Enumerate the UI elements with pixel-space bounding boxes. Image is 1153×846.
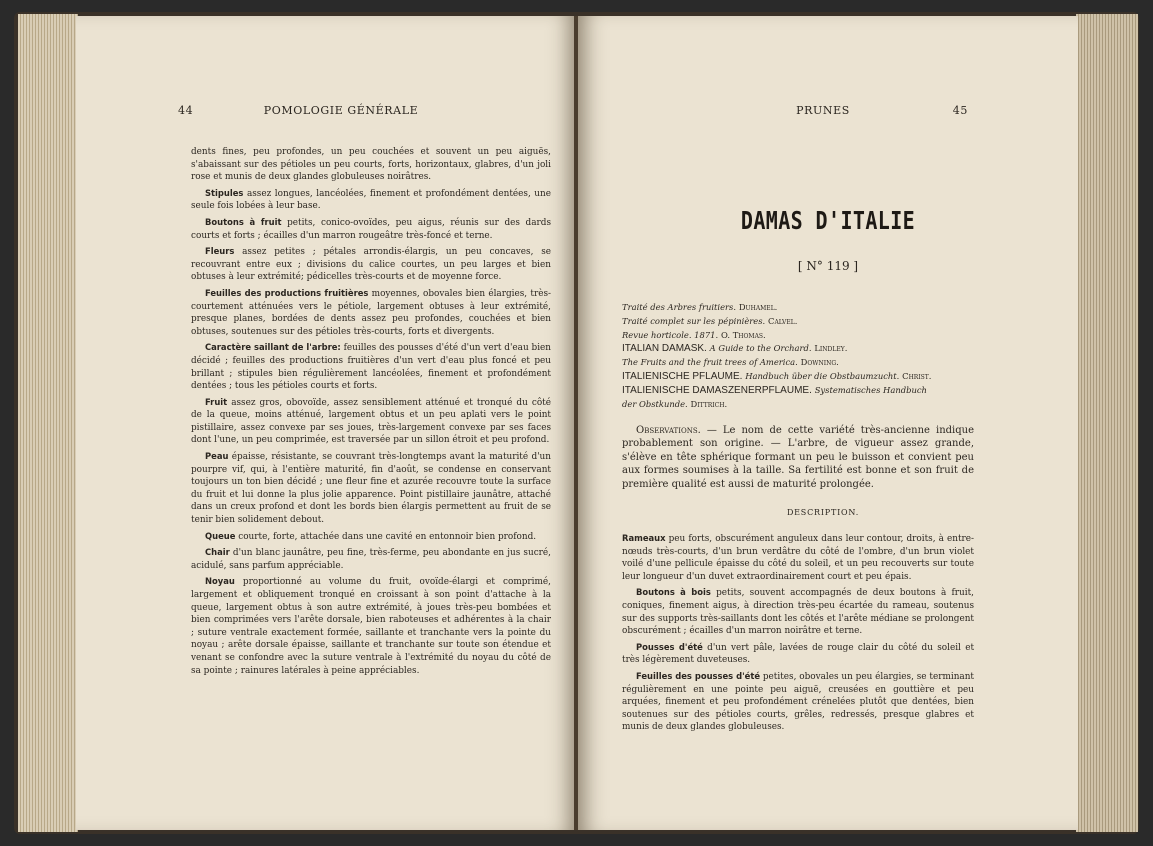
reference-author: Dittrich. [690,398,728,409]
left-page [76,16,576,830]
paragraph [622,532,974,583]
reference-author: Lindley. [814,343,848,354]
paragraph-text: petits, conico-ovoïdes, peu aigus, réunis sur des dards courts et forts ; écailles d'un marron rougeâtre très-foncé et terne. [191,217,551,241]
paragraph-text: d'un blanc jaunâtre, peu fine, très-ferme, peu abondante en jus sucré, acidulé, sans parfum appréciable. [191,548,551,571]
paragraph-text: moyennes, obovales bien élargies, très-courtement atténuées vers le pétiole, largement obtuses à leur extrémité, presque planes, bordées de dents assez peu profondes, couchées et bien obtuses, soutenues sur des pétioles très-courts, forts et divergents. [191,288,551,337]
variety-number: [ N° 119 ] [797,259,859,273]
reference-title: Traité complet sur les pépinières. [622,315,766,326]
paragraph-text: peu forts, obscurément anguleux dans leur contour, droits, à entre-nœuds très-courts, d'un brun verdâtre du côté de l'ombre, d'un brun violet voilé d'une pellicule épaisse du côté du soleil, et un peu recouverts sur toute leur longueur d'un duvet extraordinairement court et peu épais. [622,534,974,582]
right-running-title: PRUNES [796,104,850,117]
paragraph-text: courte, forte, attachée dans une cavité en entonnoir bien profond. [235,531,537,542]
reference-title: Traité des Arbres fruitiers. [622,302,736,312]
reference-line [622,356,992,370]
paragraph-text: proportionné au volume du fruit, ovoïde-élargi et comprimé, largement et obliquement tronqué en croissant à son point d'attache à la queue, largement obtus à son autre extrémité, à joues très-peu bombées et bien comprimées vers l'arête dorsale, bien raboteuses et adhérentes à la chair ; suture ventrale exactement formée, saillante et tranchante vers la pointe du noyau ; arête dorsale épaisse, saillante et tranchante sur toute son étendue et venant se confondre avec la suture ventrale à l'extrémité du noyau du côté de sa pointe ; rainures latérales à peine appréciables. [191,577,551,676]
paragraph-text: assez petites ; pétales arrondis-élargis, un peu concaves, se recouvrant entre eux ; divisions du calice courtes, un peu larges et bien obtuses à leur extrémité; pédicelles très-courts et de moyenne force. [191,247,551,283]
paragraph-label: Fleurs [205,246,235,257]
paragraph-label: Rameaux [622,533,666,543]
paragraph-text: assez longues, lancéolées, finement et profondément dentées, une seule fois lobées à leur base. [191,188,551,212]
paragraph-label: Stipules [205,187,244,198]
paragraph-label: Fruit [205,396,228,407]
observations-text: Le nom de cette variété très-ancienne indique probablement son origine. — L'arbre, de vigueur assez grande, s'élève en tête sphérique formant un peu le buisson et convient peu aux formes soumises à la taille. Sa fertilité est bonne et son fruit de première qualité est aussi de maturité prolongée. [622,425,974,490]
paragraph [191,575,551,677]
paragraph [622,586,974,637]
paragraph-label: Pousses d'été [636,641,703,652]
reference-author: O. Thomas. [721,329,766,340]
paragraph-text: épaisse, résistante, se couvrant très-longtemps avant la maturité d'un pourpre vif, qui, à l'entière maturité, fin d'août, se condense en conservant toujours un ton bien décidé ; une fleur fine et azurée recouvre toute la surface du fruit et lui donne la plus jolie apparence. Point pistillaire jaunâtre, attaché dans un creux profond et dont les bords bien élargis permettent au fruit de se tenir bien solidement debout. [191,452,551,526]
paragraph-label: Feuilles des productions fruitières [205,287,369,298]
paragraph [622,670,974,734]
paragraph-label: Chair [205,547,230,558]
right-page-body [622,532,974,737]
variety-title: DAMAS D'ITALIE [740,206,916,235]
reference-line [622,384,992,398]
paragraph-text: assez gros, obovoïde, assez sensiblement atténué et tronqué du côté de la queue, moins atténué, largement obtus et un peu aplati vers le point pistillaire, assez convexe par ses joues, très-largement convexe par ses faces dont l'une, un peu comprimée, est traversée par un sillon étroit et peu profond. [191,397,551,446]
page-edges-right [1076,14,1138,832]
paragraph [191,216,551,242]
left-running-title: POMOLOGIE GÉNÉRALE [263,104,419,117]
reference-title: der Obstkunde. [622,398,688,409]
reference-name: ITALIENISCHE PFLAUME. [622,370,743,382]
right-page [578,16,1078,830]
paragraph-text: dents fines, peu profondes, un peu couchées et souvent un peu aiguës, s'abaissant sur des pétioles un peu courts, forts, horizontaux, glabres, d'un joli rose et munis de deux glandes globuleuses noirâtres. [191,147,551,183]
reference-line [622,301,992,315]
paragraph-label: Noyau [205,576,235,587]
paragraph-label: Peau [205,451,229,462]
references-list [622,301,992,411]
description-heading: DESCRIPTION. [786,508,860,517]
paragraph [191,287,551,338]
paragraph [191,450,551,527]
right-page-number: 45 [952,104,968,117]
paragraph [191,546,551,572]
reference-author: Christ. [902,370,932,381]
paragraph-text: petites, obovales un peu élargies, se terminant régulièrement en une pointe peu aiguë, creusées en gouttière et peu arquées, finement et peu profondément crénelées plutôt que dentées, bien soutenues sur des pétioles courts, grêles, redressés, presque glabres et munis de deux glandes globuleuses. [622,671,974,733]
paragraph [191,530,551,544]
reference-name: ITALIENISCHE DAMASZENERPFLAUME. [622,384,812,396]
reference-author: Calvel. [768,315,798,326]
reference-line [622,342,992,356]
reference-line [622,315,992,329]
paragraph [191,396,551,447]
paragraph-label: Queue [205,530,236,541]
reference-title: Revue horticole. 1871. [622,329,719,340]
reference-title: A Guide to the Orchard. [709,343,812,354]
reference-name: ITALIAN DAMASK. [622,343,707,355]
reference-title: Systematisches Handbuch [814,384,927,395]
reference-line [622,329,992,343]
paragraph-label: Caractère saillant de l'arbre: [205,342,341,353]
reference-title: Handbuch über die Obstbaumzucht. [745,370,900,381]
paragraph [191,245,551,284]
reference-author: Duhamel. [738,302,778,312]
paragraph-label: Feuilles des pousses d'été [636,670,761,681]
left-page-body [191,146,551,680]
paragraph-text: d'un vert pâle, lavées de rouge clair du côté du soleil et très légèrement duveteuses. [622,642,975,666]
left-page-number: 44 [178,104,194,117]
reference-line [622,398,992,412]
reference-title: The Fruits and the fruit trees of America. [622,357,798,368]
paragraph [191,187,551,213]
reference-line [622,370,992,384]
paragraph-label: Boutons à fruit [205,216,282,227]
paragraph [622,641,974,667]
paragraph-label: Boutons à bois [636,587,711,598]
observations-label: Observations. — [636,425,717,436]
reference-author: Downing. [800,357,839,368]
paragraph-text: petits, souvent accompagnés de deux boutons à fruit, coniques, finement aigus, à direction très-peu écartée du rameau, soutenus sur des supports très-saillants dont les côtés et l'arête médiane se prolongent obscurément ; écailles d'un marron noirâtre et terne. [622,588,974,637]
page-edges-left [18,14,78,832]
observations [622,424,974,491]
paragraph-text: feuilles des pousses d'été d'un vert d'eau bien décidé ; feuilles des productions fruitières d'un vert d'eau plus foncé et peu brillant ; stipules bien régulièrement lancéolées, finement et profondément dentées ; tous les pétioles courts et forts. [191,343,551,392]
paragraph [191,146,551,184]
paragraph [191,341,551,392]
